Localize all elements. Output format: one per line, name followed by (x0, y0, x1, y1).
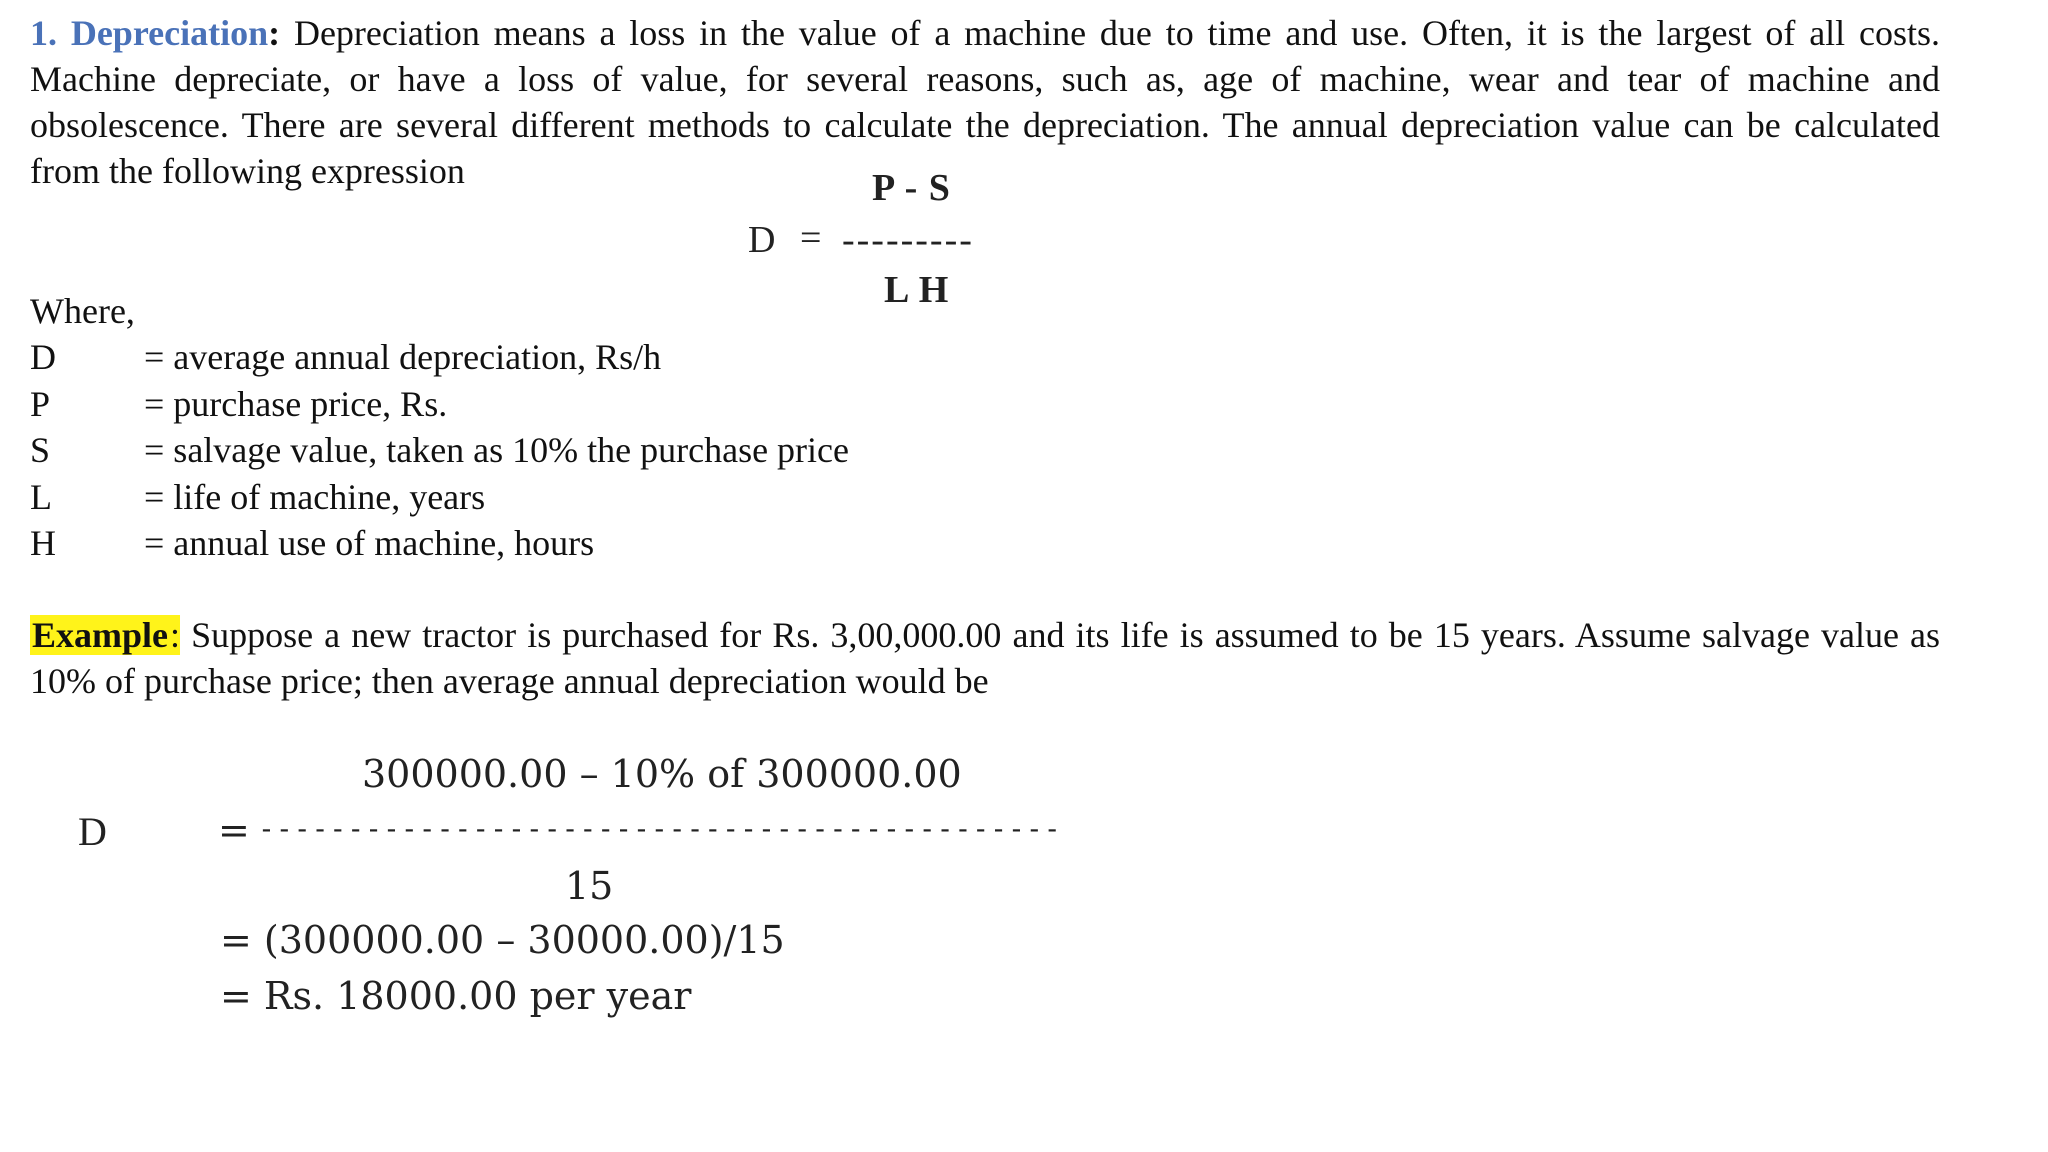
definition-text: = salvage value, taken as 10% the purchase price (144, 430, 850, 470)
formula-equals: = (800, 217, 823, 259)
formula-lhs: D (748, 219, 777, 261)
where-label: Where, (30, 291, 135, 331)
definition-symbol: H (30, 523, 56, 563)
calc-equals: = (218, 808, 250, 852)
definition-text: = life of machine, years (144, 476, 486, 517)
definition-symbol: S (30, 430, 51, 470)
calc-lhs: D (78, 809, 107, 854)
intro-body: Depreciation means a loss in the value of a machine due to time and use. Often, it is the largest of all costs. Machine depreciate, or have a loss of value, for several reasons, such as, age of machine, wear and tear of machine and obsolescence. There are several different methods to calculate the depreciation. The annual depreciation value can be calculated from the following expression (30, 13, 1940, 191)
example-label: Example (32, 615, 169, 655)
section-number: 1. (30, 13, 57, 53)
formula-numerator: P - S (872, 167, 951, 209)
example-colon: : (170, 615, 181, 655)
section-term: Depreciation (70, 13, 269, 53)
calc-denominator: 15 (565, 864, 614, 908)
definition-symbol: D (30, 337, 56, 377)
definition-symbol: P (30, 383, 51, 424)
definition-symbol: L (30, 476, 52, 517)
definition-text: = annual use of machine, hours (144, 523, 595, 563)
example-body: Suppose a new tractor is purchased for Rs. 3,00,000.00 and its life is assumed to be 15 years. Assume salvage value as 10% of purchase price; then average annual depreciation would be (30, 615, 1940, 701)
formula-fraction-bar: --------- (842, 219, 974, 261)
section-colon: : (268, 13, 281, 53)
calc-numerator: 300000.00 – 10% of 300000.00 (362, 752, 962, 796)
calc-step: = (300000.00 – 30000.00)/15 (220, 918, 785, 962)
intro-paragraph (30, 10, 1940, 194)
definition-text: = purchase price, Rs. (144, 383, 448, 424)
definition-text: = average annual depreciation, Rs/h (144, 337, 662, 377)
example-paragraph (30, 612, 1940, 704)
calc-result: = Rs. 18000.00 per year (220, 974, 692, 1018)
formula-denominator: L H (884, 269, 950, 311)
calc-fraction-bar: --------------------------------------------- (258, 812, 1062, 845)
